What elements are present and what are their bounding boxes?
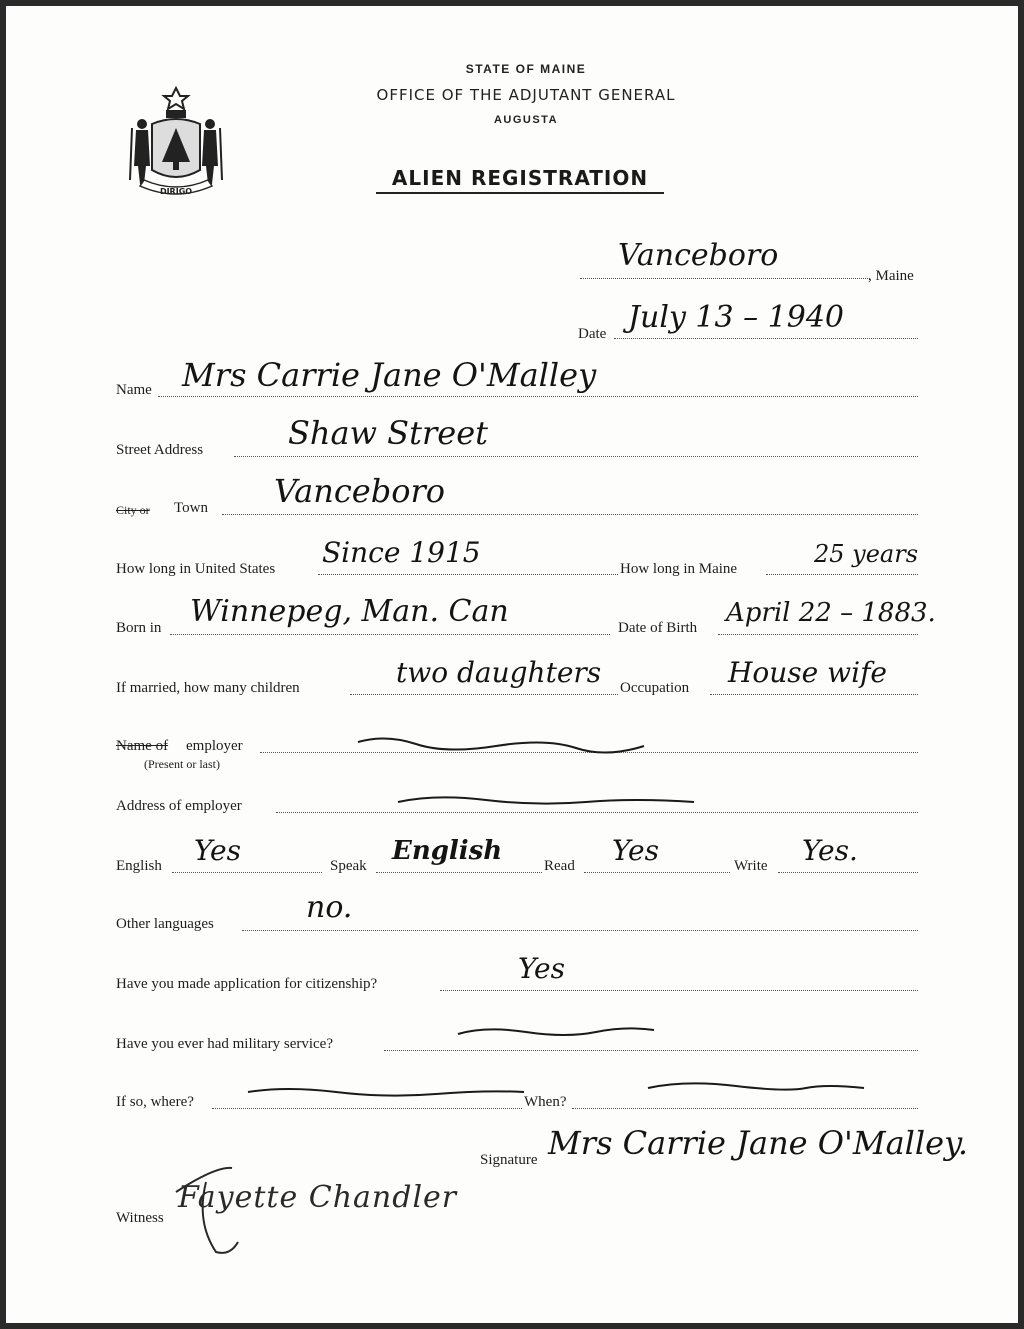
- name-crossed-label: Name of: [116, 738, 169, 754]
- witness-flourish: [156, 1162, 246, 1258]
- town-label: Town: [174, 500, 208, 516]
- date-label: Date: [578, 326, 607, 342]
- english-label: English: [116, 858, 162, 874]
- where-line: [212, 1108, 522, 1109]
- form-title: ALIEN REGISTRATION: [376, 166, 664, 194]
- how-long-maine-value: 25 years: [814, 540, 919, 568]
- signature-label: Signature: [480, 1152, 538, 1168]
- town-line: [222, 514, 918, 515]
- occupation-value: House wife: [728, 656, 888, 689]
- date-of-birth-label: Date of Birth: [618, 620, 698, 636]
- born-in-label: Born in: [116, 620, 162, 636]
- other-languages-value: no.: [306, 890, 353, 925]
- occupation-label: Occupation: [620, 680, 690, 696]
- name-value: Mrs Carrie Jane O'Malley: [182, 356, 597, 394]
- read-line: [584, 872, 730, 873]
- english-value: Yes: [194, 834, 241, 867]
- write-value: Yes.: [802, 834, 858, 867]
- born-in-value: Winnepeg, Man. Can: [190, 594, 509, 629]
- born-in-line: [170, 634, 610, 635]
- write-label: Write: [734, 858, 768, 874]
- children-value: two daughters: [396, 656, 602, 689]
- english-line: [172, 872, 322, 873]
- employer-address-blank-dash: [396, 790, 696, 810]
- how-long-us-label: How long in United States: [116, 561, 276, 577]
- employer-address-line: [276, 812, 918, 813]
- street-value: Shaw Street: [288, 414, 488, 452]
- signature-value: Mrs Carrie Jane O'Malley.: [548, 1124, 969, 1162]
- speak-line: [376, 872, 542, 873]
- citizenship-line: [440, 990, 918, 991]
- street-line: [234, 456, 918, 457]
- date-of-birth-line: [718, 634, 918, 635]
- where-label: If so, where?: [116, 1094, 194, 1110]
- speak-label: Speak: [330, 858, 367, 874]
- military-blank-dash: [456, 1022, 656, 1042]
- witness-signature: Fayette Chandler: [178, 1180, 458, 1215]
- military-label: Have you ever had military service?: [116, 1036, 333, 1052]
- children-line: [350, 694, 618, 695]
- citizenship-value: Yes: [518, 952, 565, 985]
- place-line: [580, 278, 870, 279]
- name-line: [158, 396, 918, 397]
- occupation-line: [710, 694, 918, 695]
- place-value: Vanceboro: [618, 238, 779, 273]
- other-languages-line: [242, 930, 918, 931]
- header-state: STATE OF MAINE: [465, 62, 587, 76]
- how-long-us-value: Since 1915: [322, 536, 481, 569]
- street-label: Street Address: [116, 442, 204, 458]
- maine-label: , Maine: [868, 268, 914, 284]
- speak-value: English: [392, 836, 503, 866]
- registration-form-page: [6, 6, 1018, 1323]
- maine-state-seal-icon: [122, 84, 230, 204]
- town-value: Vanceboro: [274, 472, 446, 510]
- other-languages-label: Other languages: [116, 916, 214, 932]
- when-label: When?: [524, 1094, 567, 1110]
- date-of-birth-value: April 22 – 1883.: [726, 598, 936, 628]
- read-label: Read: [544, 858, 575, 874]
- when-blank-dash: [646, 1078, 866, 1098]
- seal-motto: DIRIGO: [159, 187, 193, 196]
- how-long-maine-label: How long in Maine: [620, 561, 738, 577]
- write-line: [778, 872, 918, 873]
- header-city: AUGUSTA: [493, 114, 559, 126]
- date-value: July 13 – 1940: [628, 300, 845, 335]
- date-line: [614, 338, 918, 339]
- witness-label: Witness: [116, 1210, 164, 1226]
- employer-label: employer: [186, 738, 243, 754]
- employer-blank-dash: [356, 732, 646, 756]
- header-office: OFFICE OF THE ADJUTANT GENERAL: [376, 86, 676, 104]
- military-line: [384, 1050, 918, 1051]
- children-label: If married, how many children: [116, 680, 300, 696]
- how-long-maine-line: [766, 574, 918, 575]
- how-long-us-line: [318, 574, 618, 575]
- when-line: [572, 1108, 918, 1109]
- read-value: Yes: [612, 834, 659, 867]
- city-crossed-label: City or: [116, 503, 150, 517]
- employer-address-label: Address of employer: [116, 798, 242, 814]
- name-label: Name: [116, 382, 152, 398]
- present-or-last-label: (Present or last): [144, 757, 220, 771]
- where-blank-dash: [246, 1082, 526, 1102]
- citizenship-label: Have you made application for citizenship?: [116, 976, 378, 992]
